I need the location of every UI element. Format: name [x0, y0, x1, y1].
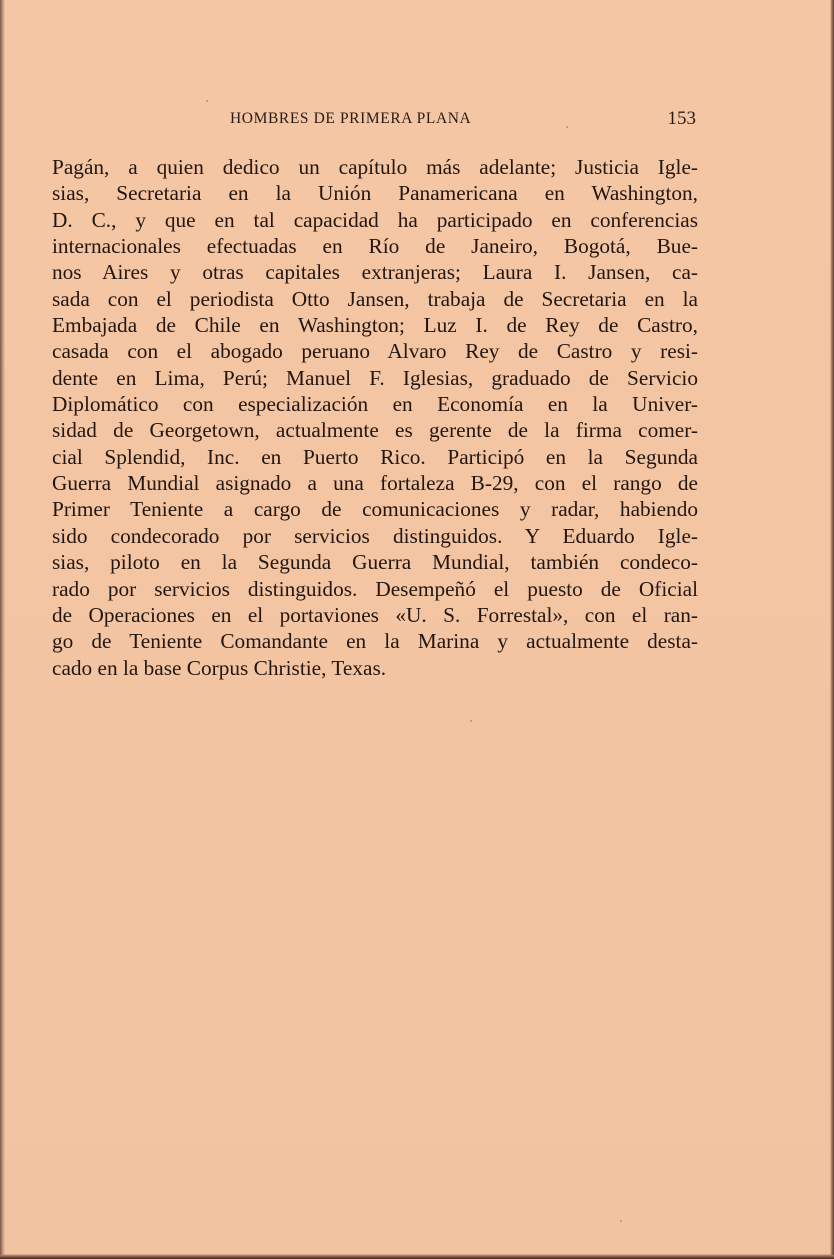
text-line: sias, piloto en la Segunda Guerra Mundial, también condeco-: [52, 550, 698, 575]
paper-speck: [206, 100, 208, 102]
paper-speck: [620, 1220, 622, 1222]
page-bottom-edge: [0, 1254, 834, 1259]
paper-speck: [470, 720, 472, 722]
running-head: [52, 108, 698, 134]
text-line: go de Teniente Comandante en la Marina y actualmente desta-: [52, 629, 698, 654]
running-head-title: HOMBRES DE PRIMERA PLANA: [230, 110, 472, 127]
text-line: sada con el periodista Otto Jansen, trabaja de Secretaria en la: [52, 286, 698, 311]
text-line: cial Splendid, Inc. en Puerto Rico. Participó en la Segunda: [52, 444, 698, 469]
text-line: D. C., y que en tal capacidad ha participado en conferencias: [52, 207, 698, 232]
text-line: sias, Secretaria en la Unión Panamericana en Washington,: [52, 181, 698, 206]
text-line: Diplomático con especialización en Economía en la Univer-: [52, 392, 698, 417]
text-line: sidad de Georgetown, actualmente es gerente de la firma comer-: [52, 418, 698, 443]
page-right-edge: [830, 0, 834, 1259]
text-line: rado por servicios distinguidos. Desempeñó el puesto de Oficial: [52, 576, 698, 601]
text-line: Primer Teniente a cargo de comunicaciones y radar, habiendo: [52, 497, 698, 522]
text-line: internacionales efectuadas en Río de Janeiro, Bogotá, Bue-: [52, 234, 698, 259]
text-line: casada con el abogado peruano Alvaro Rey de Castro y resi-: [52, 339, 698, 364]
body-paragraph: [52, 154, 698, 681]
page-number: 153: [667, 108, 696, 129]
text-line: dente en Lima, Perú; Manuel F. Iglesias, graduado de Servicio: [52, 365, 698, 390]
text-line: sido condecorado por servicios distinguidos. Y Eduardo Igle-: [52, 523, 698, 548]
text-line: de Operaciones en el portaviones «U. S. Forrestal», con el ran-: [52, 602, 698, 627]
text-line: Guerra Mundial asignado a una fortaleza B-29, con el rango de: [52, 471, 698, 496]
text-line: Embajada de Chile en Washington; Luz I. de Rey de Castro,: [52, 313, 698, 338]
page-left-edge: [0, 0, 5, 1259]
text-line: cado en la base Corpus Christie, Texas.: [52, 655, 387, 680]
text-line: nos Aires y otras capitales extranjeras; Laura I. Jansen, ca-: [52, 260, 698, 285]
text-line: Pagán, a quien dedico un capítulo más adelante; Justicia Igle-: [52, 155, 698, 179]
